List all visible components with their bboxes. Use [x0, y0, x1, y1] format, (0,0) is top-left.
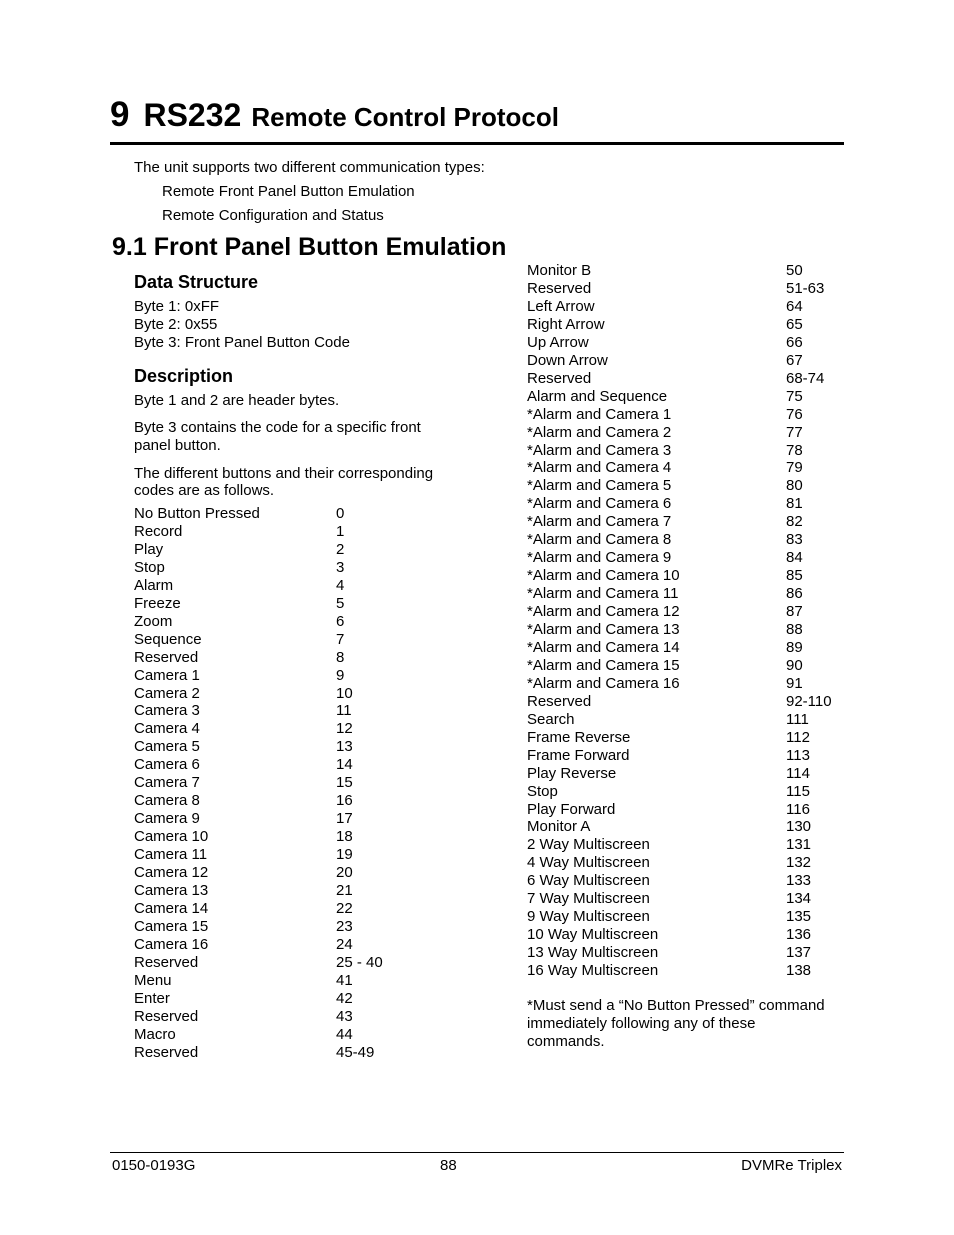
button-code-value: 24 [336, 935, 353, 953]
button-code-label: Camera 11 [134, 846, 208, 864]
button-code-label: Monitor B [527, 262, 592, 279]
button-code-label: *Alarm and Camera 15 [527, 656, 680, 674]
button-code-label: Reserved [134, 1043, 199, 1061]
button-code-value: 131 [786, 836, 812, 854]
button-code-label: Camera 1 [134, 666, 200, 684]
button-code-value: 23 [336, 917, 353, 935]
button-code-value: 67 [786, 351, 803, 369]
button-code-value: 134 [786, 890, 812, 908]
button-code-value: 16 [336, 792, 353, 810]
button-code-value: 10 [336, 684, 353, 702]
button-code-label: 7 Way Multiscreen [527, 890, 650, 908]
button-code-label: Play Forward [527, 800, 616, 818]
button-code-label: Camera 14 [134, 899, 209, 917]
button-code-label: Camera 9 [134, 810, 200, 828]
button-code-value: 3 [336, 558, 345, 576]
button-code-value: 11 [336, 702, 352, 720]
button-code-label: Reserved [134, 648, 199, 666]
button-code-value: 82 [786, 513, 803, 531]
button-code-label: Frame Reverse [527, 728, 631, 746]
button-code-label: *Alarm and Camera 2 [527, 423, 672, 441]
button-code-label: 4 Way Multiscreen [527, 854, 650, 872]
button-code-value: 84 [786, 549, 803, 567]
button-code-value: 6 [336, 612, 345, 630]
footer-page-number: 88 [440, 1157, 457, 1174]
button-code-value: 12 [336, 720, 353, 738]
button-code-value: 138 [786, 962, 812, 980]
button-code-label: Camera 16 [134, 935, 209, 953]
section-title: 9.1 Front Panel Button Emulation [112, 233, 507, 261]
button-code-value: 14 [336, 756, 353, 774]
button-code-value: 22 [336, 899, 353, 917]
button-code-value: 8 [336, 648, 345, 666]
button-code-value: 64 [786, 297, 803, 315]
button-code-value: 7 [336, 630, 345, 648]
button-code-value: 79 [786, 459, 803, 477]
button-code-value: 25 - 40 [336, 953, 383, 971]
button-code-value: 20 [336, 864, 353, 881]
button-code-label: Play Reverse [527, 764, 617, 782]
button-code-value: 42 [336, 989, 353, 1007]
intro-type-1: Remote Front Panel Button Emulation [162, 183, 415, 200]
button-code-value: 137 [786, 944, 812, 962]
button-code-label: *Alarm and Camera 9 [527, 549, 672, 567]
button-code-value: 77 [786, 423, 803, 441]
button-code-label: Stop [134, 558, 165, 576]
button-code-value: 0 [336, 505, 345, 522]
chapter-title-rest: Remote Control Protocol [251, 102, 559, 132]
button-code-label: Play [134, 540, 164, 558]
button-code-value: 75 [786, 387, 803, 405]
button-code-value: 112 [786, 728, 810, 746]
footer-doc-number: 0150-0193G [112, 1157, 196, 1174]
button-code-value: 41 [336, 971, 353, 989]
button-code-label: Camera 12 [134, 864, 209, 881]
button-code-value: 5 [336, 594, 345, 612]
button-code-label: Stop [527, 782, 558, 800]
button-code-value: 80 [786, 477, 803, 495]
button-code-value: 116 [786, 800, 810, 818]
button-code-value: 90 [786, 656, 803, 674]
button-code-label: *Alarm and Camera 3 [527, 441, 672, 459]
button-code-label: *Alarm and Camera 16 [527, 674, 680, 692]
button-code-value: 51-63 [786, 279, 825, 297]
button-code-label: Camera 3 [134, 702, 200, 720]
button-code-label: Camera 15 [134, 917, 209, 935]
button-code-label: 13 Way Multiscreen [527, 944, 659, 962]
description-p3-line1: The different buttons and their corresponding [134, 465, 434, 482]
description-p2-line1: Byte 3 contains the code for a specific front [134, 419, 421, 436]
button-code-label: *Alarm and Camera 13 [527, 621, 680, 638]
button-code-label: 2 Way Multiscreen [527, 836, 650, 854]
button-code-label: 9 Way Multiscreen [527, 908, 650, 926]
description-heading: Description [134, 366, 234, 386]
button-code-value: 9 [336, 666, 345, 684]
button-code-value: 1 [336, 522, 345, 540]
button-code-label: Freeze [134, 594, 181, 612]
button-code-value: 114 [786, 764, 810, 782]
button-code-label: Monitor A [527, 818, 591, 836]
button-code-label: *Alarm and Camera 4 [527, 459, 672, 477]
button-code-label: 6 Way Multiscreen [527, 872, 650, 890]
button-code-label: Alarm [134, 576, 174, 594]
button-code-value: 50 [786, 262, 803, 279]
button-code-value: 21 [336, 881, 353, 899]
button-code-value: 19 [336, 846, 353, 864]
button-code-value: 13 [336, 738, 353, 756]
button-code-value: 68-74 [786, 369, 825, 387]
button-code-label: Search [527, 710, 575, 728]
chapter-divider [110, 142, 844, 145]
button-code-value: 115 [786, 782, 810, 800]
button-code-value: 15 [336, 774, 353, 792]
button-code-label: Down Arrow [527, 351, 608, 369]
byte-3-line: Byte 3: Front Panel Button Code [134, 334, 350, 351]
button-code-label: Camera 7 [134, 774, 200, 792]
chapter-title [110, 95, 559, 135]
button-code-label: Macro [134, 1025, 176, 1043]
button-code-label: Reserved [527, 279, 592, 297]
button-code-value: 2 [336, 540, 345, 558]
button-code-value: 45-49 [336, 1043, 375, 1061]
button-code-label: Camera 4 [134, 720, 200, 738]
button-code-label: *Alarm and Camera 10 [527, 567, 680, 585]
button-code-label: Camera 13 [134, 881, 209, 899]
button-code-label: Camera 2 [134, 684, 200, 702]
intro-type-2: Remote Configuration and Status [162, 207, 384, 224]
button-code-label: Record [134, 522, 183, 540]
button-code-value: 89 [786, 638, 803, 656]
button-code-label: Alarm and Sequence [527, 387, 668, 405]
button-code-value: 92-110 [786, 692, 832, 710]
button-code-label: *Alarm and Camera 12 [527, 603, 680, 621]
button-code-value: 4 [336, 576, 345, 594]
note-line1: *Must send a “No Button Pressed” command [527, 997, 825, 1014]
note-line2: immediately following any of these [527, 1015, 756, 1032]
button-code-label: *Alarm and Camera 1 [527, 405, 672, 423]
byte-1-line: Byte 1: 0xFF [134, 298, 220, 315]
button-code-label: No Button Pressed [134, 505, 260, 522]
footer-product: DVMRe Triplex [741, 1157, 842, 1174]
button-code-value: 83 [786, 531, 803, 549]
note-line3: commands. [527, 1033, 605, 1050]
button-code-label: Camera 6 [134, 756, 200, 774]
footer-divider [110, 1152, 844, 1153]
intro-line: The unit supports two different communication types: [134, 159, 485, 176]
button-code-value: 65 [786, 315, 803, 333]
button-code-label: Zoom [134, 612, 173, 630]
button-code-value: 88 [786, 621, 803, 638]
description-p2-line2: panel button. [134, 437, 221, 454]
button-code-label: Camera 8 [134, 792, 200, 810]
button-code-label: Menu [134, 971, 172, 989]
button-code-label: 10 Way Multiscreen [527, 926, 659, 944]
button-code-label: Reserved [527, 692, 592, 710]
button-code-label: Up Arrow [527, 333, 589, 351]
data-structure-heading: Data Structure [134, 272, 259, 292]
button-code-label: Reserved [527, 369, 592, 387]
button-code-value: 87 [786, 603, 803, 621]
button-code-label: Enter [134, 989, 170, 1007]
button-code-value: 133 [786, 872, 812, 890]
description-p1: Byte 1 and 2 are header bytes. [134, 392, 340, 409]
button-code-value: 85 [786, 567, 803, 585]
button-code-label: 16 Way Multiscreen [527, 962, 659, 980]
button-code-value: 130 [786, 818, 812, 836]
chapter-title-main: RS232 [143, 97, 242, 133]
button-code-value: 43 [336, 1007, 353, 1025]
button-code-value: 113 [786, 746, 810, 764]
button-code-label: *Alarm and Camera 5 [527, 477, 672, 495]
button-code-value: 111 [786, 710, 809, 728]
button-code-value: 86 [786, 585, 803, 603]
button-code-label: *Alarm and Camera 8 [527, 531, 672, 549]
button-code-value: 81 [786, 495, 803, 513]
button-code-label: Frame Forward [527, 746, 630, 764]
description-p3-line2: codes are as follows. [134, 482, 275, 499]
button-code-label: *Alarm and Camera 6 [527, 495, 672, 513]
button-code-value: 91 [786, 674, 803, 692]
byte-2-line: Byte 2: 0x55 [134, 316, 218, 333]
button-code-label: Right Arrow [527, 315, 605, 333]
button-code-value: 66 [786, 333, 803, 351]
button-code-label: *Alarm and Camera 14 [527, 638, 680, 656]
button-code-value: 76 [786, 405, 803, 423]
button-code-label: Reserved [134, 1007, 199, 1025]
button-code-value: 136 [786, 926, 812, 944]
button-code-label: *Alarm and Camera 11 [527, 585, 679, 603]
button-code-value: 17 [336, 810, 353, 828]
button-code-value: 18 [336, 828, 353, 846]
button-code-label: *Alarm and Camera 7 [527, 513, 672, 531]
button-code-value: 135 [786, 908, 812, 926]
button-code-label: Camera 10 [134, 828, 209, 846]
chapter-number: 9 [110, 95, 130, 134]
button-code-label: Reserved [134, 953, 199, 971]
button-code-value: 44 [336, 1025, 353, 1043]
button-code-label: Camera 5 [134, 738, 200, 756]
button-code-value: 132 [786, 854, 812, 872]
button-code-value: 78 [786, 441, 803, 459]
button-code-label: Sequence [134, 630, 202, 648]
button-code-label: Left Arrow [527, 297, 595, 315]
